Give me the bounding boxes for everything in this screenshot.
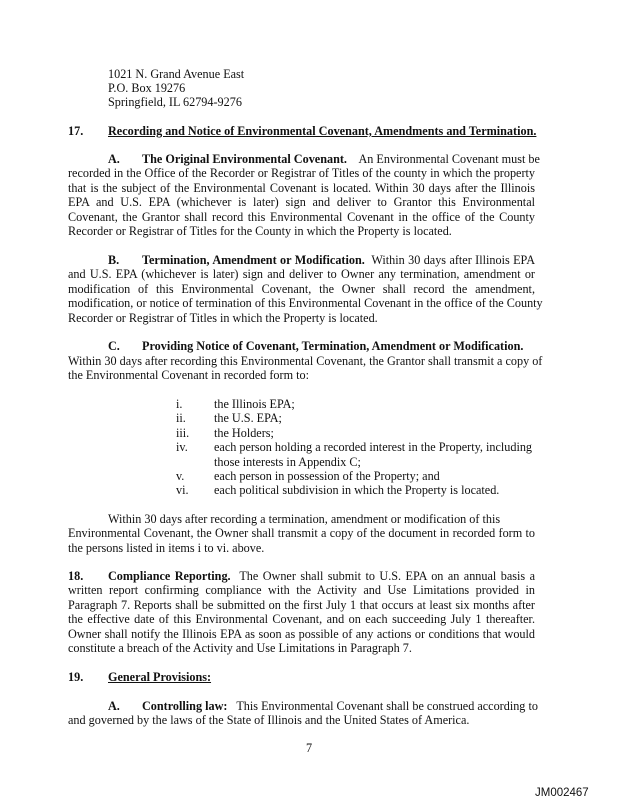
text: An Environmental Covenant must be [358,152,540,166]
para-line: Paragraph 7. Reports shall be submitted on the first July 1 that occurs at least six months after [68,598,535,612]
bates-number: JM002467 [535,787,589,799]
list-text: each person in possession of the Property; and [214,469,440,483]
subsection-title: The Original Environmental Covenant. [142,152,347,166]
para-line: Recorder or Registrar of Titles for the County in which the Property is located. [68,224,452,238]
list-text: each political subdivision in which the Property is located. [214,483,500,497]
section-19-heading [68,670,211,684]
list-text: the U.S. EPA; [214,411,282,425]
subsection-title: Controlling law: [142,699,228,713]
page-number: 7 [306,741,313,755]
para-first-line [68,699,538,713]
address-line: 1021 N. Grand Avenue East [108,67,245,81]
list-numeral: i. [176,397,183,411]
subsection-title: Providing Notice of Covenant, Termination, Amendment or Modification. [142,339,524,353]
section-title: General Provisions: [108,670,212,684]
para-first-line [68,253,535,267]
section-number: 17. [68,124,84,138]
list-text: each person holding a recorded interest in the Property, including [214,440,533,454]
para-line: Environmental Covenant, the Owner shall transmit a copy of the document in recorded form to [68,526,535,540]
text: Within 30 days after Illinois EPA [371,253,535,267]
para-line: constitute a breach of the Activity and Use Limitations in Paragraph 7. [68,641,412,655]
section-title: Compliance Reporting. [108,569,231,583]
para-line: Within 30 days after recording this Environmental Covenant, the Grantor shall transmit a copy of [68,354,543,368]
section-title: Recording and Notice of Environmental Covenant, Amendments and Termination. [108,124,537,138]
para-line: modification of this Environmental Covenant, the Owner shall record the amendment, [68,282,535,296]
para-first-line [68,569,535,583]
para-line: that is the subject of the Environmental Covenant is located. Within 30 days after the Illinois [68,181,535,195]
subsection-label: A. [108,699,120,713]
para-line: recorded in the Office of the Recorder or Registrar of Titles of the county in which the property [68,166,535,180]
text: This Environmental Covenant shall be construed according to [236,699,538,713]
para-first-line [108,339,523,353]
para-line: Covenant, the Grantor shall record this Environmental Covenant in the office of the County [68,210,535,224]
para-first-line [68,152,540,166]
list-numeral: vi. [176,483,189,497]
list-text: the Holders; [214,426,274,440]
list-numeral: ii. [176,411,186,425]
para-line: and U.S. EPA (whichever is later) sign and deliver to Owner any termination, amendment or [68,267,535,281]
para-line: EPA and U.S. EPA (whichever is later) sign and deliver to Grantor this Environmental [68,195,535,209]
para-line: and governed by the laws of the State of Illinois and the United States of America. [68,713,470,727]
text: The Owner shall submit to U.S. EPA on an annual basis a [239,569,535,583]
subsection-label: C. [108,339,120,353]
section-17-heading [68,124,536,138]
list-text: the Illinois EPA; [214,397,295,411]
list-numeral: iii. [176,426,190,440]
para-line: Recorder or Registrar of Titles in which the Property is located. [68,311,378,325]
section-number: 18. [68,569,84,583]
section-number: 19. [68,670,84,684]
address-line: Springfield, IL 62794-9276 [108,95,242,109]
para-line: modification, or notice of termination of this Environmental Covenant in the office of the County [68,296,543,310]
para-line: the persons listed in items i to vi. above. [68,541,265,555]
subsection-label: B. [108,253,120,267]
para-line: written report confirming compliance with the Activity and Use Limitations provided in [68,583,535,597]
subsection-label: A. [108,152,120,166]
list-numeral: v. [176,469,185,483]
list-numeral: iv. [176,440,188,454]
list-text-continued: those interests in Appendix C; [214,455,361,469]
subsection-title: Termination, Amendment or Modification. [142,253,365,267]
address-line: P.O. Box 19276 [108,81,186,95]
para-line: the effective date of this Environmental Covenant, and on each succeeding July 1 thereafter. [68,612,535,626]
para-line: Owner shall notify the Illinois EPA as soon as possible of any actions or conditions that would [68,627,535,641]
para-line: the Environmental Covenant in recorded form to: [68,368,309,382]
para-line: Within 30 days after recording a termination, amendment or modification of this [108,512,501,526]
